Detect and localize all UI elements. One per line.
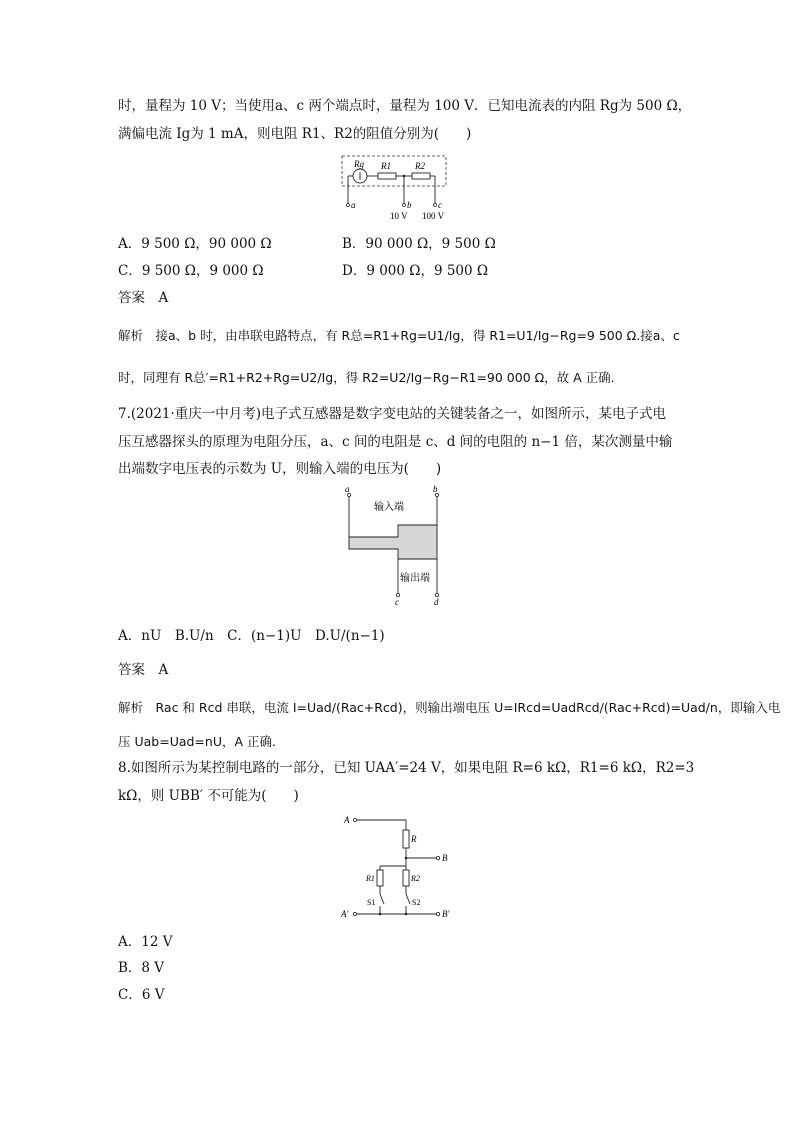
label-R: R bbox=[411, 834, 417, 844]
label-rg: Rg bbox=[354, 159, 364, 169]
q7-text-line3: 出端数字电压表的示数为 U，则输入端的电压为( ) bbox=[118, 461, 442, 477]
resistive-probe-shape bbox=[349, 525, 437, 559]
label-R1: R1 bbox=[366, 874, 375, 883]
q8-option-a: A．12 V bbox=[118, 934, 173, 950]
terminal-a: a bbox=[351, 200, 356, 210]
terminal-A-prime: A′ bbox=[341, 909, 349, 919]
label-S1: S1 bbox=[367, 898, 376, 907]
q6-solution-line2: 时，同理有 R总′=R1+R2+Rg=U2/Ig，得 R2=U2/Ig−Rg−R1=90 000 Ω，故 A 正确. bbox=[118, 370, 615, 385]
terminal-d-q7: d bbox=[434, 597, 439, 607]
q6-option-a: A．9 500 Ω，90 000 Ω bbox=[118, 236, 272, 252]
label-r2: R2 bbox=[415, 161, 425, 171]
range-100v: 100 V bbox=[422, 211, 445, 221]
terminal-c-q7: c bbox=[395, 597, 399, 607]
q6-text-line2: 满偏电流 Ig为 1 mA，则电阻 R1、R2的阻值分别为( ) bbox=[118, 126, 472, 142]
label-R2: R2 bbox=[411, 874, 420, 883]
q7-solution-line1: 解析 Rac 和 Rcd 串联，电流 I=Uad/(Rac+Rcd)，则输出端电压 U=IRcd=UadRcd/(Rac+Rcd)=Uad/n，即输入电 bbox=[118, 700, 781, 715]
q7-divider-figure bbox=[340, 485, 448, 607]
terminal-A: A bbox=[344, 815, 350, 825]
q7-text-line2: 压互感器探头的原理为电阻分压，a、c 间的电阻是 c、d 间的电阻的 n−1 倍，某次测量中输 bbox=[118, 434, 673, 450]
label-r1: R1 bbox=[381, 161, 391, 171]
label-output-end: 输出端 bbox=[400, 573, 430, 584]
q7-solution-line2: 压 Uab=Uad=nU，A 正确. bbox=[118, 734, 276, 749]
q6-answer: 答案 A bbox=[118, 290, 169, 306]
resistor-r2-q8-icon bbox=[403, 870, 409, 886]
terminal-B: B bbox=[442, 853, 448, 863]
terminal-B-prime: B′ bbox=[442, 909, 450, 919]
q6-option-b: B．90 000 Ω，9 500 Ω bbox=[342, 236, 496, 252]
resistor-r1-icon bbox=[378, 173, 396, 179]
resistor-r1-q8-icon bbox=[377, 870, 383, 886]
q8-text-line2: kΩ，则 UBB′ 不可能为( ) bbox=[118, 788, 299, 804]
terminal-b: b bbox=[407, 200, 412, 210]
terminal-b-q7: b bbox=[433, 485, 438, 494]
q6-option-c: C．9 500 Ω，9 000 Ω bbox=[118, 263, 264, 279]
q8-control-circuit-figure bbox=[340, 810, 460, 920]
q8-text-line1: 8.如图所示为某控制电路的一部分，已知 UAA′=24 V，如果电阻 R=6 kΩ，R1=6 kΩ，R2=3 bbox=[118, 760, 695, 776]
label-S2: S2 bbox=[412, 898, 421, 907]
switch-s2-icon bbox=[406, 894, 410, 904]
q6-circuit-figure bbox=[336, 152, 466, 224]
terminal-a-q7: a bbox=[345, 485, 350, 494]
q8-option-c: C．6 V bbox=[118, 987, 165, 1003]
q8-option-b: B．8 V bbox=[118, 960, 165, 976]
label-input-end: 输入端 bbox=[374, 502, 404, 513]
switch-s1-icon bbox=[380, 894, 384, 904]
range-10v: 10 V bbox=[390, 211, 408, 221]
q7-answer: 答案 A bbox=[118, 662, 169, 678]
resistor-r-icon bbox=[403, 830, 409, 848]
q6-option-d: D．9 000 Ω，9 500 Ω bbox=[342, 263, 489, 279]
q7-options: A．nU B.U/n C．(n−1)U D.U/(n−1) bbox=[118, 628, 385, 644]
q7-text-line1: 7.(2021·重庆一中月考)电子式互感器是数字变电站的关键装备之一，如图所示，某电子式电 bbox=[118, 406, 667, 422]
q6-solution-line1: 解析 接a、b 时，由串联电路特点，有 R总=R1+Rg=U1/Ig，得 R1=U1/Ig−Rg=9 500 Ω.接a、c bbox=[118, 328, 680, 343]
resistor-r2-icon bbox=[412, 173, 430, 179]
q6-text-line1: 时，量程为 10 V；当使用a、c 两个端点时，量程为 100 V．已知电流表的内阻 Rg为 500 Ω， bbox=[118, 98, 692, 114]
terminal-c: c bbox=[438, 200, 442, 210]
